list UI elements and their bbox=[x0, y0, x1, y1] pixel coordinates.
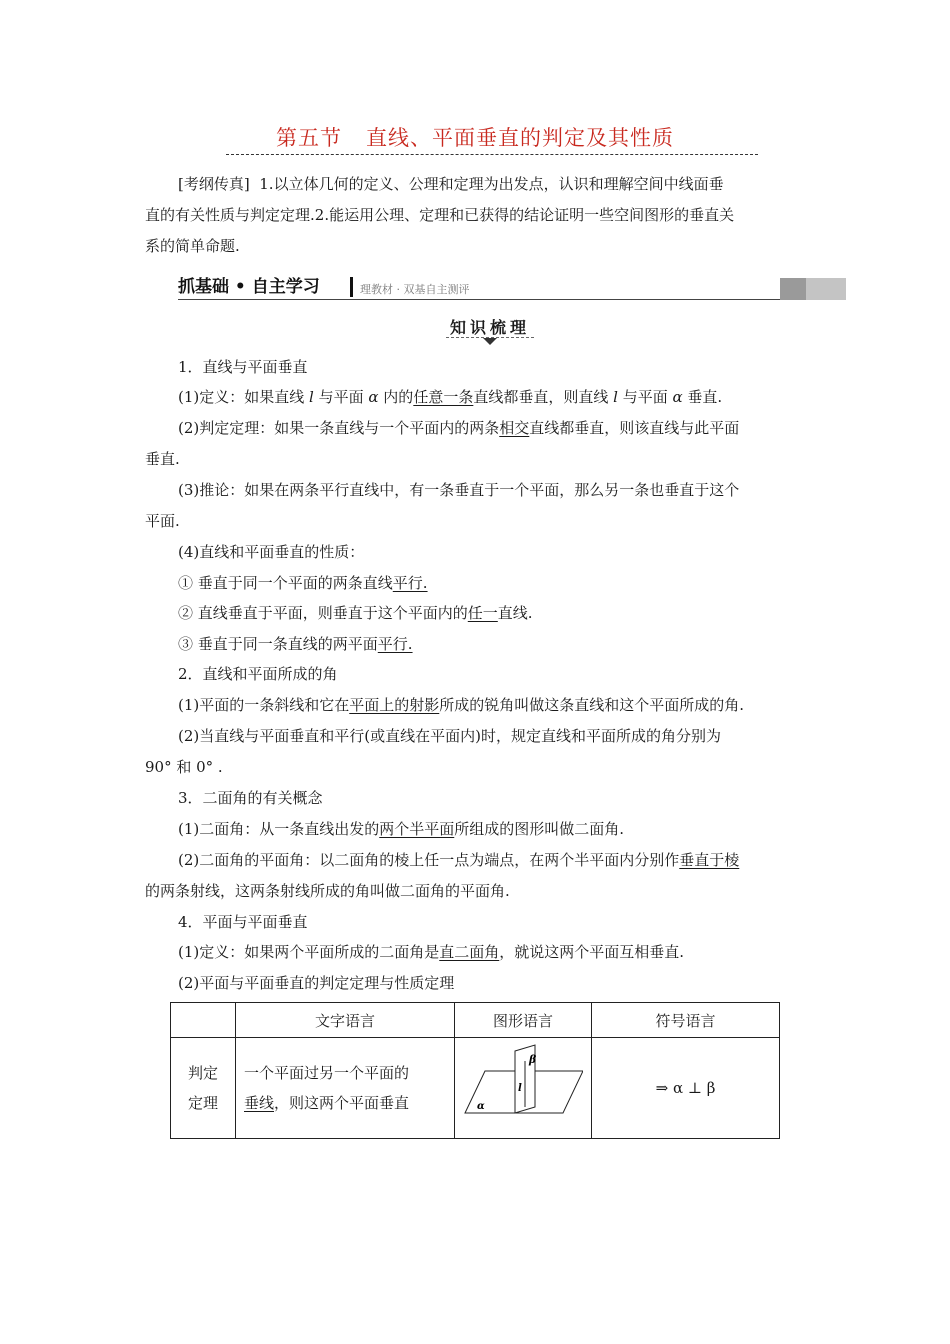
s3-item-1: (1)二面角：从一条直线出发的两个半平面所组成的图形叫做二面角. bbox=[178, 820, 625, 838]
s1-corollary-end: 平面. bbox=[145, 512, 180, 530]
s1-properties: (4)直线和平面垂直的性质： bbox=[178, 543, 365, 561]
table-header-cell: 文字语言 bbox=[236, 1003, 455, 1038]
beta-label: β bbox=[529, 1053, 537, 1066]
table-header-cell bbox=[171, 1003, 236, 1038]
s4-table-caption: (2)平面与平面垂直的判定定理与性质定理 bbox=[178, 974, 455, 992]
section-banner bbox=[178, 276, 846, 300]
intro-line-3: 系的简单命题. bbox=[145, 237, 240, 255]
s1-theorem-end: 垂直. bbox=[145, 450, 180, 468]
alpha-label: α bbox=[477, 1101, 485, 1112]
subsection-title: 知识梳理 bbox=[449, 318, 530, 337]
banner-title: 抓基础 • 自主学习 bbox=[178, 277, 320, 297]
s1-property-1: ① 垂直于同一个平面的两条直线平行. bbox=[178, 574, 428, 592]
s1-theorem: (2)判定定理：如果一条直线与一个平面内的两条相交直线都垂直，则该直线与此平面 bbox=[178, 419, 740, 437]
s1-property-2: ② 直线垂直于平面，则垂直于这个平面内的任一直线. bbox=[178, 604, 533, 622]
intro-line-2: 直的有关性质与判定定理.2.能运用公理、定理和已获得的结论证明一些空间图形的垂直关 bbox=[145, 206, 735, 224]
intro-text-1: 1.以立体几何的定义、公理和定理为出发点，认识和理解空间中线面垂 bbox=[259, 175, 724, 193]
s3-item-2: (2)二面角的平面角：以二面角的棱上任一点为端点，在两个半平面内分别作垂直于棱 bbox=[178, 851, 740, 869]
table-header-cell: 图形语言 bbox=[455, 1003, 592, 1038]
intro-tag: [考纲传真] bbox=[178, 175, 250, 193]
table-row bbox=[171, 1038, 780, 1139]
line-l-label: l bbox=[518, 1083, 522, 1094]
s2-item-2: (2)当直线与平面垂直和平行(或直线在平面内)时，规定直线和平面所成的角分别为 bbox=[178, 727, 721, 745]
banner-rule bbox=[178, 299, 780, 300]
s2-item-1: (1)平面的一条斜线和它在平面上的射影所成的锐角叫做这条直线和这个平面所成的角. bbox=[178, 696, 745, 714]
section-title: 直线、平面垂直的判定及其性质 bbox=[366, 126, 674, 150]
text-language-cell: 一个平面过另一个平面的 垂线，则这两个平面垂直 bbox=[236, 1038, 455, 1139]
section-number: 第五节 bbox=[276, 126, 342, 150]
s4-heading: 4．平面与平面垂直 bbox=[178, 913, 308, 931]
down-triangle-icon bbox=[483, 338, 497, 345]
s1-property-3: ③ 垂直于同一条直线的两平面平行. bbox=[178, 635, 413, 653]
title-divider bbox=[226, 154, 758, 155]
s4-definition: (1)定义：如果两个平面所成的二面角是直二面角，就说这两个平面互相垂直. bbox=[178, 943, 685, 961]
theorem-table bbox=[170, 1002, 780, 1139]
page-title bbox=[0, 122, 950, 152]
s2-heading: 2．直线和平面所成的角 bbox=[178, 665, 338, 683]
figure-cell bbox=[455, 1038, 592, 1139]
banner-block-dark bbox=[780, 278, 806, 300]
symbol-cell: ⇒ α ⊥ β bbox=[592, 1038, 780, 1139]
intro-line-1 bbox=[178, 174, 838, 194]
table-header-cell: 符号语言 bbox=[592, 1003, 780, 1038]
table-header-row bbox=[171, 1003, 780, 1038]
s1-corollary: (3)推论：如果在两条平行直线中，有一条垂直于一个平面，那么另一条也垂直于这个 bbox=[178, 481, 740, 499]
s1-definition: (1)定义：如果直线 l 与平面 α 内的任意一条直线都垂直，则直线 l 与平面 α 垂直. bbox=[178, 388, 723, 406]
s3-heading: 3．二面角的有关概念 bbox=[178, 789, 323, 807]
row-label: 判定 定理 bbox=[171, 1038, 236, 1139]
banner-separator bbox=[350, 277, 353, 297]
perpendicular-planes-figure bbox=[463, 1043, 583, 1129]
s2-item-2-end: 90° 和 0° . bbox=[145, 758, 223, 776]
banner-subtitle: 理教材 · 双基自主测评 bbox=[360, 283, 470, 296]
banner-block-light bbox=[806, 278, 846, 300]
s3-item-2-end: 的两条射线，这两条射线所成的角叫做二面角的平面角. bbox=[145, 882, 510, 900]
s1-heading: 1．直线与平面垂直 bbox=[178, 358, 308, 376]
